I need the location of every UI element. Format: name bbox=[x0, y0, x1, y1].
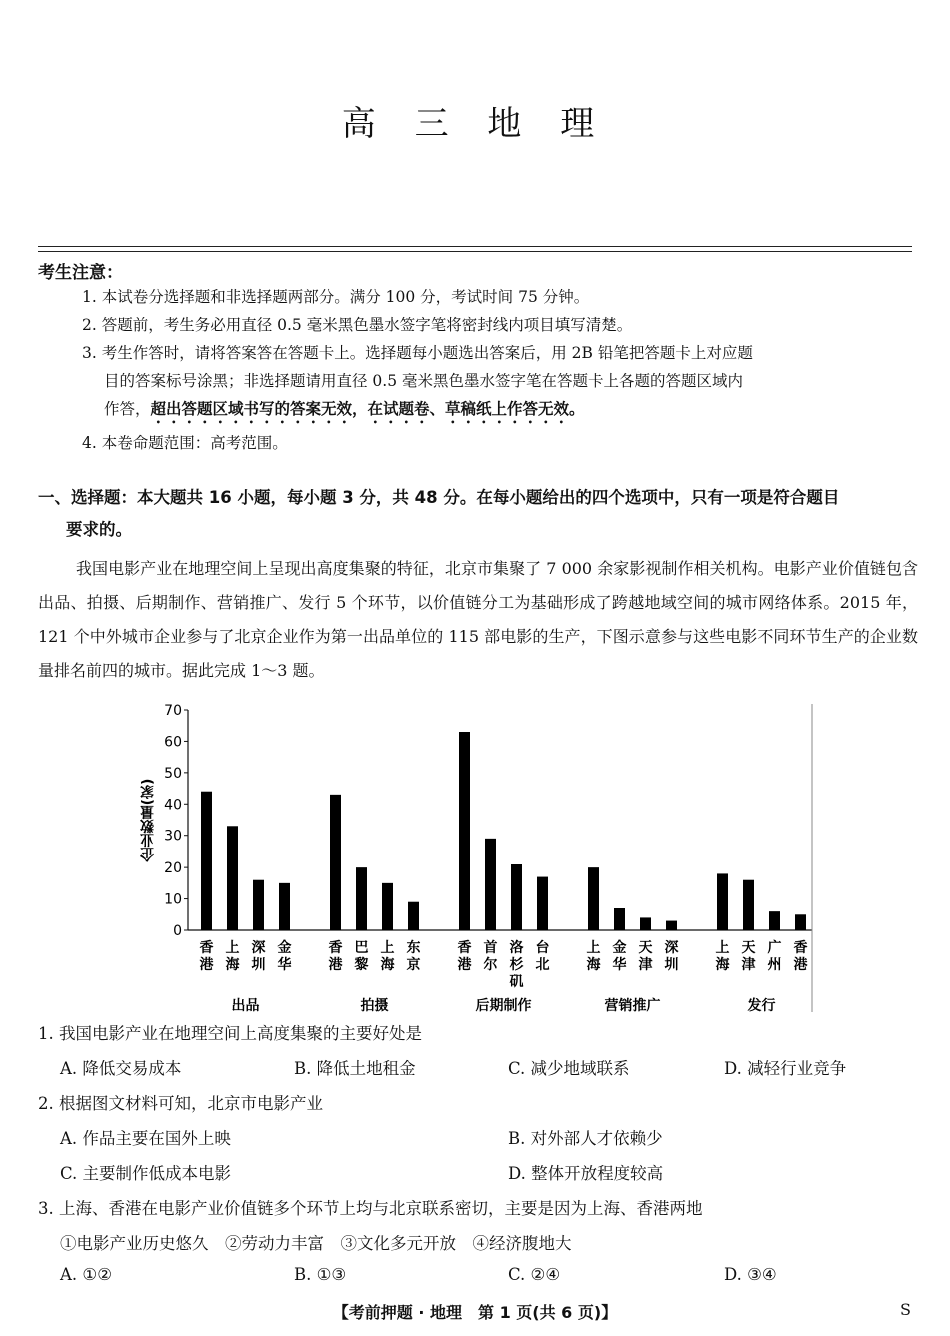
question-3-option-d[interactable]: D. ③④ bbox=[724, 1265, 777, 1284]
notice-item-2: 2. 答题前，考生务必用直径 0.5 毫米黑色墨水签字笔将密封线内项目填写清楚。 bbox=[82, 316, 633, 334]
category-label: 海 bbox=[380, 957, 395, 973]
bar bbox=[769, 911, 780, 930]
bar-chart bbox=[128, 700, 818, 1016]
header-rule-bottom bbox=[38, 251, 912, 252]
bar bbox=[459, 732, 470, 930]
group-label: 发行 bbox=[747, 998, 776, 1014]
category-label: 港 bbox=[328, 957, 343, 973]
category-label: 海 bbox=[225, 957, 240, 973]
category-label: 海 bbox=[715, 957, 730, 973]
category-label: 洛 bbox=[509, 940, 524, 956]
category-label: 上 bbox=[715, 940, 730, 956]
y-tick-label: 30 bbox=[164, 828, 182, 845]
y-tick-label: 20 bbox=[164, 860, 182, 877]
bar bbox=[640, 917, 651, 930]
notice-item-3-cont bbox=[82, 370, 917, 392]
notice-item-3-cont2 bbox=[82, 398, 917, 427]
bar bbox=[795, 914, 806, 930]
question-2-option-d[interactable]: D. 整体开放程度较高 bbox=[508, 1164, 664, 1183]
page-mark: S bbox=[900, 1300, 911, 1319]
question-3-statements: ①电影产业历史悠久 ②劳动力丰富 ③文化多元开放 ④经济腹地大 bbox=[60, 1234, 572, 1253]
category-label: 天 bbox=[638, 940, 653, 956]
y-tick-label: 40 bbox=[164, 797, 182, 814]
notice-item-1: 1. 本试卷分选择题和非选择题两部分。满分 100 分，考试时间 75 分钟。 bbox=[82, 288, 590, 306]
bar bbox=[201, 792, 212, 930]
group-label: 拍摄 bbox=[360, 998, 389, 1014]
bar bbox=[227, 826, 238, 930]
bar bbox=[485, 839, 496, 930]
bar bbox=[408, 902, 419, 930]
bar bbox=[614, 908, 625, 930]
question-1-option-a[interactable]: A. 降低交易成本 bbox=[60, 1059, 182, 1078]
category-label: 香 bbox=[457, 940, 472, 956]
notice-title: 考生注意： bbox=[38, 263, 123, 283]
bar bbox=[717, 873, 728, 930]
page-footer: 【考前押题 · 地理 第 1 页(共 6 页)】 bbox=[332, 1303, 618, 1322]
category-label: 海 bbox=[586, 957, 601, 973]
bar bbox=[382, 883, 393, 930]
category-label: 香 bbox=[793, 940, 808, 956]
category-label: 州 bbox=[767, 957, 782, 973]
question-2-option-c[interactable]: C. 主要制作低成本电影 bbox=[60, 1164, 232, 1183]
category-label: 北 bbox=[535, 957, 550, 973]
notice-item-4: 4. 本卷命题范围：高考范围。 bbox=[82, 434, 288, 452]
category-label: 深 bbox=[251, 940, 266, 956]
category-label: 津 bbox=[741, 957, 756, 973]
y-tick-label: 50 bbox=[164, 765, 182, 782]
category-label: 上 bbox=[380, 940, 395, 956]
section-heading bbox=[38, 482, 918, 546]
category-label: 港 bbox=[457, 957, 472, 973]
category-label: 津 bbox=[638, 957, 653, 973]
category-label: 圳 bbox=[251, 957, 266, 973]
section-heading-line1: 一、选择题：本大题共 16 小题，每小题 3 分，共 48 分。在每小题给出的四个选项中，只有一项是符合题目 bbox=[38, 488, 840, 507]
y-axis-label: 企业数量(家) bbox=[140, 778, 156, 862]
question-1-option-c[interactable]: C. 减少地域联系 bbox=[508, 1059, 630, 1078]
question-1-stem: 1. 我国电影产业在地理空间上高度集聚的主要好处是 bbox=[38, 1024, 422, 1043]
category-label: 东 bbox=[406, 940, 421, 956]
exam-title: 高 三 地 理 bbox=[341, 104, 609, 144]
category-label: 天 bbox=[741, 940, 756, 956]
group-label: 出品 bbox=[231, 998, 260, 1014]
category-label: 黎 bbox=[354, 957, 369, 973]
y-tick-label: 70 bbox=[164, 703, 182, 719]
category-label: 金 bbox=[612, 940, 627, 956]
category-label: 香 bbox=[328, 940, 343, 956]
question-2-stem: 2. 根据图文材料可知，北京市电影产业 bbox=[38, 1094, 323, 1113]
category-label: 金 bbox=[277, 940, 292, 956]
notice-emphasis: 超出答题区域书写的答案无效，在试题卷、草稿纸上作答无效。 bbox=[150, 400, 585, 418]
question-3-option-a[interactable]: A. ①② bbox=[60, 1265, 112, 1284]
section-heading-line2: 要求的。 bbox=[66, 520, 132, 539]
bar bbox=[511, 864, 522, 930]
bar bbox=[330, 795, 341, 930]
question-2-option-b[interactable]: B. 对外部人才依赖少 bbox=[508, 1129, 663, 1148]
category-label: 深 bbox=[664, 940, 679, 956]
bar bbox=[666, 921, 677, 930]
y-tick-label: 10 bbox=[164, 891, 182, 908]
category-label: 上 bbox=[586, 940, 601, 956]
question-3-option-c[interactable]: C. ②④ bbox=[508, 1265, 561, 1284]
bar-chart-svg bbox=[128, 700, 818, 1016]
category-label: 港 bbox=[793, 957, 808, 973]
bar bbox=[279, 883, 290, 930]
reading-passage: 我国电影产业在地理空间上呈现出高度集聚的特征，北京市集聚了 7 000 余家影视制作相关机构。电影产业价值链包含出品、拍摄、后期制作、营销推广、发行 5 个环节，以价值链分工为基础形成了跨越地域空间的城市网络体系。2015 年，121 个中外城市企业参与了北京企业作为第一出品单位的 115 部电影的生产，下图示意参与这些电影不同环节生产的企业数量排名前四的城市。据此完成 1～3 题。 bbox=[38, 559, 918, 680]
category-label: 杉 bbox=[509, 957, 524, 973]
question-2-option-a[interactable]: A. 作品主要在国外上映 bbox=[60, 1129, 231, 1148]
bar bbox=[537, 877, 548, 930]
question-1-option-d[interactable]: D. 减轻行业竞争 bbox=[724, 1059, 847, 1078]
question-1-option-b[interactable]: B. 降低土地租金 bbox=[294, 1059, 416, 1078]
bar bbox=[588, 867, 599, 930]
category-label: 华 bbox=[612, 957, 627, 973]
notice-item-3-line1: 3. 考生作答时，请将答案答在答题卡上。选择题每小题选出答案后，用 2B 铅笔把答题卡上对应题 bbox=[82, 344, 753, 362]
bar bbox=[253, 880, 264, 930]
category-label: 京 bbox=[406, 957, 421, 973]
category-label: 广 bbox=[767, 940, 782, 956]
category-label: 华 bbox=[277, 957, 292, 973]
notice-item-3-line3: 作答， bbox=[104, 400, 151, 418]
category-label: 首 bbox=[483, 940, 498, 956]
y-tick-label: 60 bbox=[164, 734, 182, 751]
category-label: 尔 bbox=[483, 957, 498, 973]
bar bbox=[356, 867, 367, 930]
group-label: 营销推广 bbox=[604, 998, 661, 1014]
question-3-stem: 3. 上海、香港在电影产业价值链多个环节上均与北京联系密切，主要是因为上海、香港两地 bbox=[38, 1199, 703, 1218]
category-label: 台 bbox=[535, 940, 550, 956]
category-label: 圳 bbox=[664, 957, 679, 973]
notice-item-3-line2: 目的答案标号涂黑；非选择题请用直径 0.5 毫米黑色墨水签字笔在答题卡上各题的答题区域内 bbox=[104, 372, 744, 390]
y-tick-label: 0 bbox=[173, 923, 182, 939]
category-label: 上 bbox=[225, 940, 240, 956]
category-label: 港 bbox=[199, 957, 214, 973]
question-3-option-b[interactable]: B. ①③ bbox=[294, 1265, 347, 1284]
notice-item-3 bbox=[82, 342, 917, 364]
header-rule-top bbox=[38, 246, 912, 247]
group-label: 后期制作 bbox=[475, 998, 532, 1014]
category-label: 矶 bbox=[509, 974, 524, 990]
bar bbox=[743, 880, 754, 930]
category-label: 香 bbox=[199, 940, 214, 956]
category-label: 巴 bbox=[354, 940, 369, 956]
